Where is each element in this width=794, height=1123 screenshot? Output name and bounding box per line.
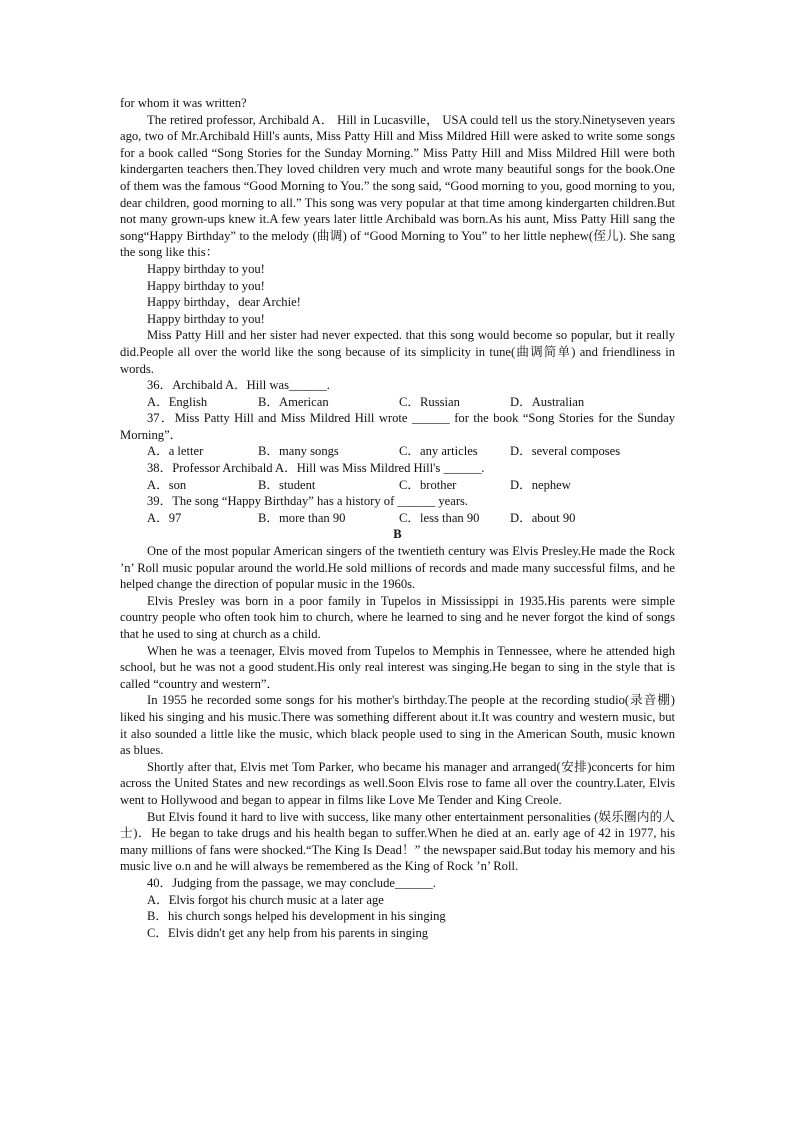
song-line: Happy birthday，dear Archie! <box>147 295 301 310</box>
section-b-heading: B <box>393 527 402 542</box>
question-stem: 40．Judging from the passage, we may conclude______. <box>147 875 436 890</box>
option-d: D．about 90 <box>510 510 576 525</box>
section-b-paragraph: In 1955 he recorded some songs for his mother's birthday.The people at the recording studio(录音棚) liked his singing and his music.There was something different about it.It was country and western music, but it also sounded a little like the music, which black people used to sing in the American South, music known as blues. <box>120 693 675 758</box>
question-stem: 36．Archibald A．Hill was______. <box>147 378 330 393</box>
section-b-paragraph: Shortly after that, Elvis met Tom Parker, who became his manager and arranged(安排)concerts for him across the United States and new recordings as well.Soon Elvis rose to fame all over the country.Later, Elvis went to Hollywood and began to appear in films like Love Me Tender and King Creole. <box>120 759 675 807</box>
option-b: B．his church songs helped his development in his singing <box>147 909 446 924</box>
option-c: C．Russian <box>399 394 460 409</box>
option-row <box>120 443 675 460</box>
passage-a-intro-tail: for whom it was written? <box>120 96 247 110</box>
option-row <box>120 510 675 527</box>
option-a: A．Elvis forgot his church music at a later age <box>147 892 384 907</box>
section-b-paragraph: When he was a teenager, Elvis moved from Tupelos to Memphis in Tennessee, where he attended high school, but he was not a good student.His only real interest was singing.He began to sing in the style that is called “country and western”． <box>120 643 675 691</box>
question-stem: 39．The song “Happy Birthday” has a history of ______ years. <box>147 494 469 509</box>
song-line: Happy birthday to you! <box>147 311 265 326</box>
option-c: C．any articles <box>399 444 478 459</box>
option-c: C．brother <box>399 477 457 492</box>
option-d: D．several composes <box>510 444 621 459</box>
option-b: B．student <box>258 477 316 492</box>
question-stem: 38．Professor Archibald A．Hill was Miss Mildred Hill's ______. <box>147 461 485 476</box>
section-b-paragraph: Elvis Presley was born in a poor family in Tupelos in Mississippi in 1935.His parents were simple country people who often took him to church, where he learned to sing and he never forgot the kind of songs that he used to sing at church as a child. <box>120 593 675 641</box>
option-b: B．many songs <box>258 444 339 459</box>
option-c: C．Elvis didn't get any help from his parents in singing <box>147 925 429 940</box>
section-b-paragraph: One of the most popular American singers of the twentieth century was Elvis Presley.He made the Rock ’n’ Roll music popular around the world.He sold millions of records and made many successful films, and he helped change the direction of popular music in the 1960s. <box>120 544 675 592</box>
question-39 <box>120 493 675 526</box>
song-line: Happy birthday to you! <box>147 261 265 276</box>
option-d: D．nephew <box>510 477 571 492</box>
question-36 <box>120 377 675 410</box>
option-b: B．American <box>258 394 329 409</box>
option-a: A．son <box>147 477 187 492</box>
option-a: A．English <box>147 394 208 409</box>
option-row <box>120 477 675 494</box>
option-row <box>120 394 675 411</box>
option-b: B．more than 90 <box>258 510 346 525</box>
passage-a-closing: Miss Patty Hill and her sister had never expected. that this song would become so popular, but it really did.People all over the world like the song because of its simplicity in tune(曲调简单) and friendliness in words. <box>120 328 675 376</box>
option-a: A．a letter <box>147 444 204 459</box>
exam-page <box>120 95 675 941</box>
passage-a-paragraph: The retired professor, Archibald A． Hill in Lucasville， USA could tell us the story.Ninetyseven years ago, two of Mr.Archibald Hill's aunts, Miss Patty Hill and Miss Mildred Hill were asked to write some songs for a book called “Song Stories for the Sunday Morning.” Miss Patty Hill and Miss Mildred Hill were both kindergarten teachers then.They loved children very much and wrote many beautiful songs for the book.One of them was the famous “Good Morning to You.” the song said, “Good morning to you, good morning to you, dear children, good morning to all.” This song was very popular at that time among kindergarten children.But not many grown-ups knew it.A few years later little Archibald was born.As his aunt, Miss Patty Hill sang the song“Happy Birthday” to the melody (曲调) of “Good Morning to You” to her little nephew(侄儿). She sang the song like this： <box>120 112 675 260</box>
question-37 <box>120 410 675 460</box>
question-40 <box>120 875 675 941</box>
option-d: D．Australian <box>510 394 585 409</box>
question-38 <box>120 460 675 493</box>
song-lyrics <box>120 261 675 327</box>
question-stem: 37．Miss Patty Hill and Miss Mildred Hill wrote ______ for the book “Song Stories for the Sunday Morning”． <box>120 411 675 442</box>
option-a: A．97 <box>147 510 182 525</box>
section-b-paragraph: But Elvis found it hard to live with success, like many other entertainment personalities (娱乐圈内的人士)．He began to take drugs and his health began to suffer.When he died at an. early age of 42 in 1977, his many millions of fans were shocked.“The King Is Dead！” the newspaper said.But today his memory and his music live o.n and he will always be remembered as the King of Rock ’n’ Roll. <box>120 809 675 874</box>
option-c: C．less than 90 <box>399 510 480 525</box>
song-line: Happy birthday to you! <box>147 278 265 293</box>
